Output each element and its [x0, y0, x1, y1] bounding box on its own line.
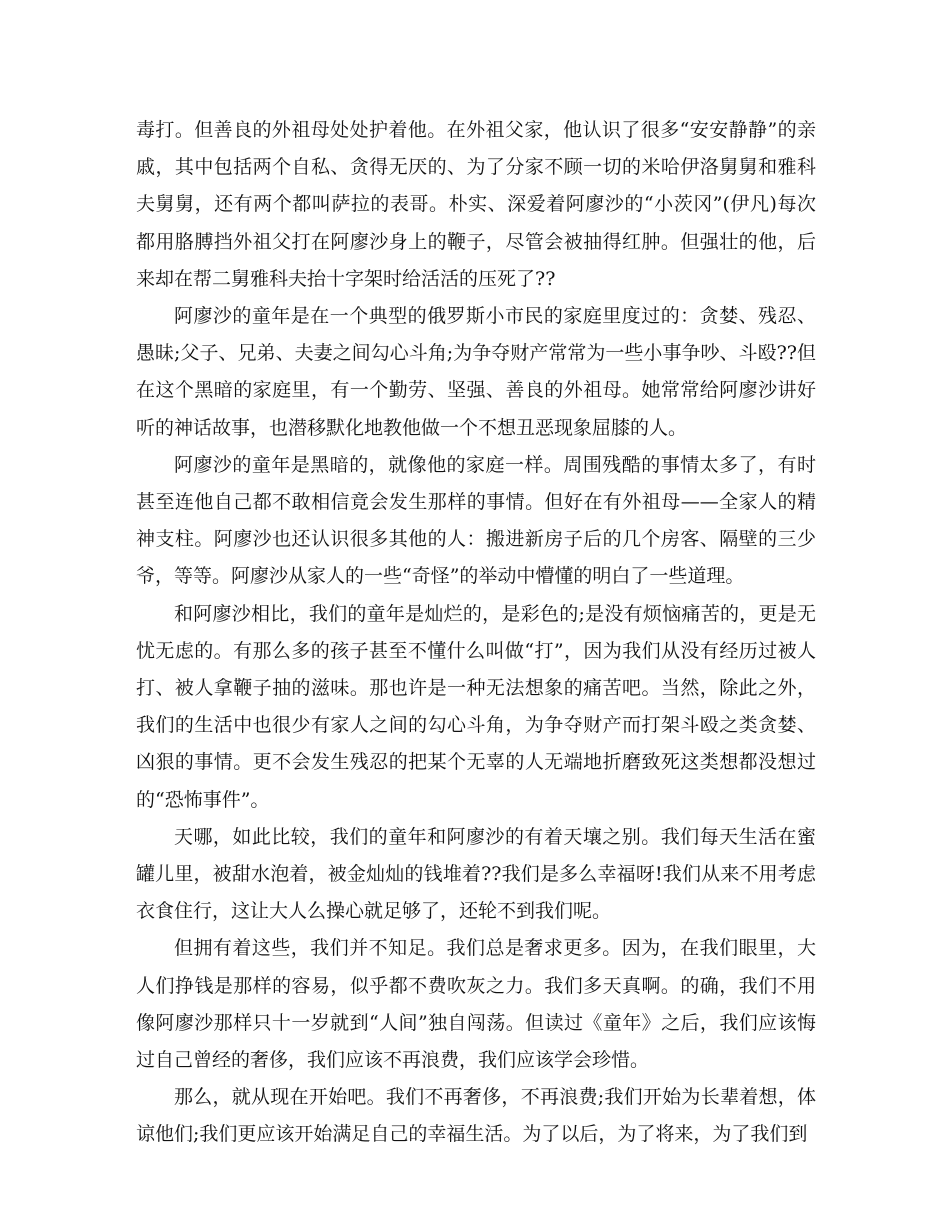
document-body [136, 112, 816, 1154]
paragraph: 天哪，如此比较，我们的童年和阿廖沙的有着天壤之别。我们每天生活在蜜罐儿里，被甜水泡着，被金灿灿的钱堆着??我们是多么幸福呀!我们从来不用考虑衣食住行，这让大人么操心就足够了，还轮不到我们呢。 [136, 825, 816, 923]
paragraph: 和阿廖沙相比，我们的童年是灿烂的，是彩色的;是没有烦恼痛苦的，更是无忧无虑的。有那么多的孩子甚至不懂什么叫做“打”，因为我们从没有经历过被人打、被人拿鞭子抽的滋味。那也许是一种无法想象的痛苦吧。当然，除此之外，我们的生活中也很少有家人之间的勾心斗角，为争夺财产而打架斗殴之类贪婪、凶狠的事情。更不会发生残忍的把某个无辜的人无端地折磨致死这类想都没想过的“恐怖事件”。 [136, 602, 816, 811]
paragraph: 阿廖沙的童年是在一个典型的俄罗斯小市民的家庭里度过的：贪婪、残忍、愚昧;父子、兄弟、夫妻之间勾心斗角;为争夺财产常常为一些小事争吵、斗殴??但在这个黑暗的家庭里，有一个勤劳、坚强、善良的外祖母。她常常给阿廖沙讲好听的神话故事，也潜移默化地教他做一个不想丑恶现象屈膝的人。 [136, 305, 816, 439]
paragraph-continued: 毒打。但善良的外祖母处处护着他。在外祖父家，他认识了很多“安安静静”的亲戚，其中包括两个自私、贪得无厌的、为了分家不顾一切的米哈伊洛舅舅和雅科夫舅舅，还有两个都叫萨拉的表哥。朴实、深爱着阿廖沙的“小茨冈”(伊凡)每次都用胳膊挡外祖父打在阿廖沙身上的鞭子，尽管会被抽得红肿。但强壮的他，后来却在帮二舅雅科夫抬十字架时给活活的压死了?? [136, 119, 816, 290]
paragraph: 阿廖沙的童年是黑暗的，就像他的家庭一样。周围残酷的事情太多了，有时甚至连他自己都不敢相信竟会发生那样的事情。但好在有外祖母——全家人的精神支柱。阿廖沙也还认识很多其他的人：搬进新房子后的几个房客、隔壁的三少爷，等等。阿廖沙从家人的一些“奇怪”的举动中懵懂的明白了一些道理。 [136, 453, 816, 588]
paragraph: 那么，就从现在开始吧。我们不再奢侈，不再浪费;我们开始为长辈着想，体谅他们;我们更应该开始满足自己的幸福生活。为了以后，为了将来，为了我们到 [136, 1086, 816, 1146]
paragraph: 但拥有着这些，我们并不知足。我们总是奢求更多。因为，在我们眼里，大人们挣钱是那样的容易，似乎都不费吹灰之力。我们多天真啊。的确，我们不用像阿廖沙那样只十一岁就到“人间”独自闯荡。但读过《童年》之后，我们应该悔过自己曾经的奢侈，我们应该不再浪费，我们应该学会珍惜。 [136, 937, 816, 1072]
